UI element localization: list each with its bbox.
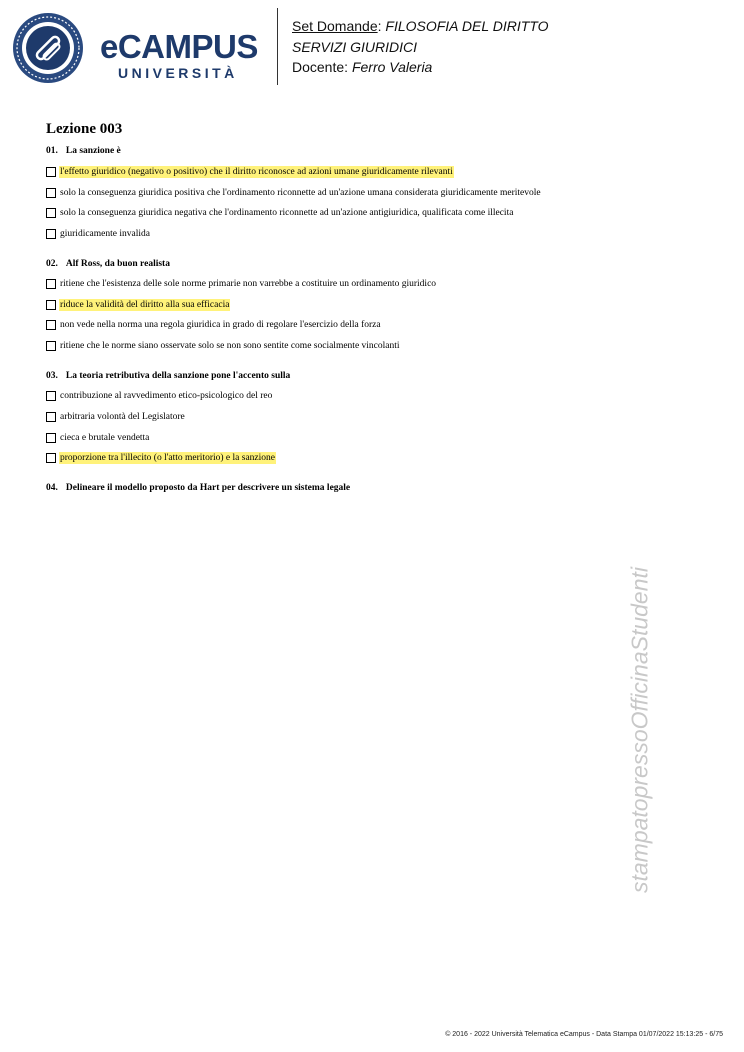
answer-option[interactable] (46, 390, 273, 402)
question-number: 03. (46, 371, 58, 381)
answer-text: solo la conseguenza giuridica positiva che l'ordinamento riconnette ad un'azione umana considerata giuridicamente meritevole (60, 188, 541, 198)
answer-text: contribuzione al ravvedimento etico-psicologico del reo (60, 391, 273, 401)
answer-option[interactable] (46, 207, 514, 219)
checkbox[interactable] (46, 412, 56, 422)
answer-option[interactable] (46, 319, 382, 331)
answer-text: ritiene che le norme siano osservate solo se non sono sentite come socialmente vincolanti (60, 341, 400, 351)
answer-text: giuridicamente invalida (60, 229, 150, 239)
answer-option[interactable] (46, 299, 230, 311)
answer-option[interactable] (46, 432, 150, 444)
set-label: Set Domande (292, 18, 378, 34)
question-text: Alf Ross, da buon realista (65, 259, 170, 269)
answer-option[interactable] (46, 278, 437, 290)
checkbox[interactable] (46, 188, 56, 198)
teacher-line (292, 57, 549, 78)
question-number: 04. (46, 483, 58, 493)
print-watermark: stampatopressoOfficinaStudenti (626, 566, 653, 894)
checkbox[interactable] (46, 208, 56, 218)
lesson-title: Lezione 003 (46, 121, 123, 137)
checkbox[interactable] (46, 300, 56, 310)
answer-option[interactable] (46, 340, 401, 352)
checkbox[interactable] (46, 341, 56, 351)
answer-option[interactable] (46, 187, 542, 199)
answer-text: ritiene che l'esistenza delle sole norme primarie non varrebbe a costituire un ordinamento giuridico (60, 279, 437, 289)
set-separator: : (377, 18, 382, 34)
checkbox[interactable] (46, 279, 56, 289)
question-text: Delineare il modello proposto da Hart per descrivere un sistema legale (65, 483, 351, 493)
header-info (292, 16, 549, 78)
ecampus-seal-icon (12, 12, 84, 84)
checkbox[interactable] (46, 320, 56, 330)
header-divider (277, 8, 278, 85)
teacher-label: Docente: (292, 59, 349, 75)
answer-text: non vede nella norma una regola giuridica in grado di regolare l'esercizio della forza (60, 320, 381, 330)
checkbox[interactable] (46, 453, 56, 463)
logo-subtitle: UNIVERSITÀ (118, 65, 238, 81)
answer-text: riduce la validità del diritto alla sua efficacia (60, 300, 230, 310)
answer-text: solo la conseguenza giuridica negativa che l'ordinamento riconnette ad un'azione antigiuridica, qualificata come illecita (60, 208, 514, 218)
answer-text: proporzione tra l'illecito (o l'atto meritorio) e la sanzione (60, 453, 275, 463)
checkbox[interactable] (46, 167, 56, 177)
question-3 (46, 371, 290, 381)
checkbox[interactable] (46, 433, 56, 443)
question-text: La sanzione è (65, 146, 121, 156)
answer-option[interactable] (46, 452, 276, 464)
answer-option[interactable] (46, 166, 454, 178)
question-number: 02. (46, 259, 58, 269)
question-4 (46, 483, 350, 493)
answer-option[interactable] (46, 411, 186, 423)
answer-text: arbitraria volontà del Legislatore (60, 412, 185, 422)
question-1 (46, 146, 121, 156)
course-line (292, 16, 549, 37)
logo-wordmark: eCAMPUS (100, 28, 258, 65)
teacher-name: Ferro Valeria (351, 59, 433, 75)
page-footer: © 2016 - 2022 Università Telematica eCampus - Data Stampa 01/07/2022 15:13:25 - 6/75 (445, 1031, 723, 1038)
question-number: 01. (46, 146, 58, 156)
answer-text: cieca e brutale vendetta (60, 433, 150, 443)
checkbox[interactable] (46, 391, 56, 401)
question-text: La teoria retributiva della sanzione pone l'accento sulla (65, 371, 291, 381)
course-name: FILOSOFIA DEL DIRITTO (385, 18, 549, 34)
answer-option[interactable] (46, 228, 151, 240)
question-2 (46, 259, 170, 269)
answer-text: l'effetto giuridico (negativo o positivo) che il diritto riconosce ad azioni umane giuridicamente rilevanti (60, 167, 453, 177)
program-name: SERVIZI GIURIDICI (292, 38, 417, 55)
checkbox[interactable] (46, 229, 56, 239)
